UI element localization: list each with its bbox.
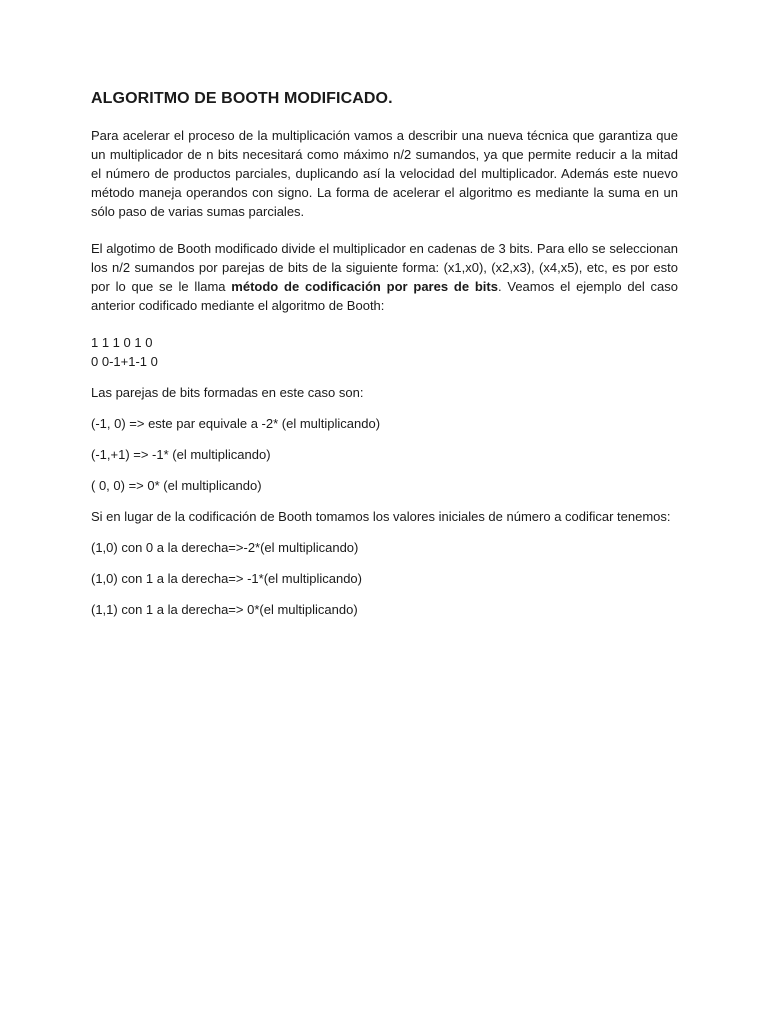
- bits-line-original: 1 1 1 0 1 0: [91, 335, 153, 350]
- paragraph-text-after: . Veamos el ejemplo del caso anterior codificado mediante el algoritmo de Booth:: [91, 279, 678, 313]
- pair-line-2: (-1,+1) => -1* (el multiplicando): [91, 447, 271, 462]
- document-title: ALGORITMO DE BOOTH MODIFICADO.: [91, 90, 393, 107]
- bits-line-encoded: 0 0-1+1-1 0: [91, 354, 158, 369]
- intro-paragraph: Para acelerar el proceso de la multiplicación vamos a describir una nueva técnica que garantiza que un multiplicador de n bits necesitará como máximo n/2 sumandos, ya que permite reducir a la mitad el número de productos parciales, duplicando así la velocidad del multiplicador. Además este nuevo método maneja operandos con signo. La forma de acelerar el algoritmo es mediante la suma en un sólo paso de varias sumas parciales.: [91, 128, 678, 219]
- paragraph-text-before: El algotimo de Booth modificado divide el multiplicador en cadenas de 3 bits. Para ello se seleccionan los n/2 sumandos por parejas de bits de la siguiente forma: (x1,x0), (x2,x3), (x4,x5), etc, es por esto por lo que se le llama: [91, 241, 678, 294]
- bits-example: [91, 333, 678, 371]
- pair-line-1: (-1, 0) => este par equivale a -2* (el multiplicando): [91, 416, 381, 431]
- alt-line-2: (1,0) con 1 a la derecha=> -1*(el multiplicando): [91, 571, 362, 586]
- alt-intro: Si en lugar de la codificación de Booth tomamos los valores iniciales de número a codificar tenemos:: [91, 509, 671, 524]
- booth-description-paragraph: [91, 239, 678, 315]
- pairs-intro: Las parejas de bits formadas en este caso son:: [91, 385, 364, 400]
- alt-line-3: (1,1) con 1 a la derecha=> 0*(el multiplicando): [91, 602, 358, 617]
- pair-line-3: ( 0, 0) => 0* (el multiplicando): [91, 478, 262, 493]
- document-body: [91, 90, 678, 619]
- bold-term: método de codificación por pares de bits: [231, 279, 498, 294]
- alt-line-1: (1,0) con 0 a la derecha=>-2*(el multiplicando): [91, 540, 359, 555]
